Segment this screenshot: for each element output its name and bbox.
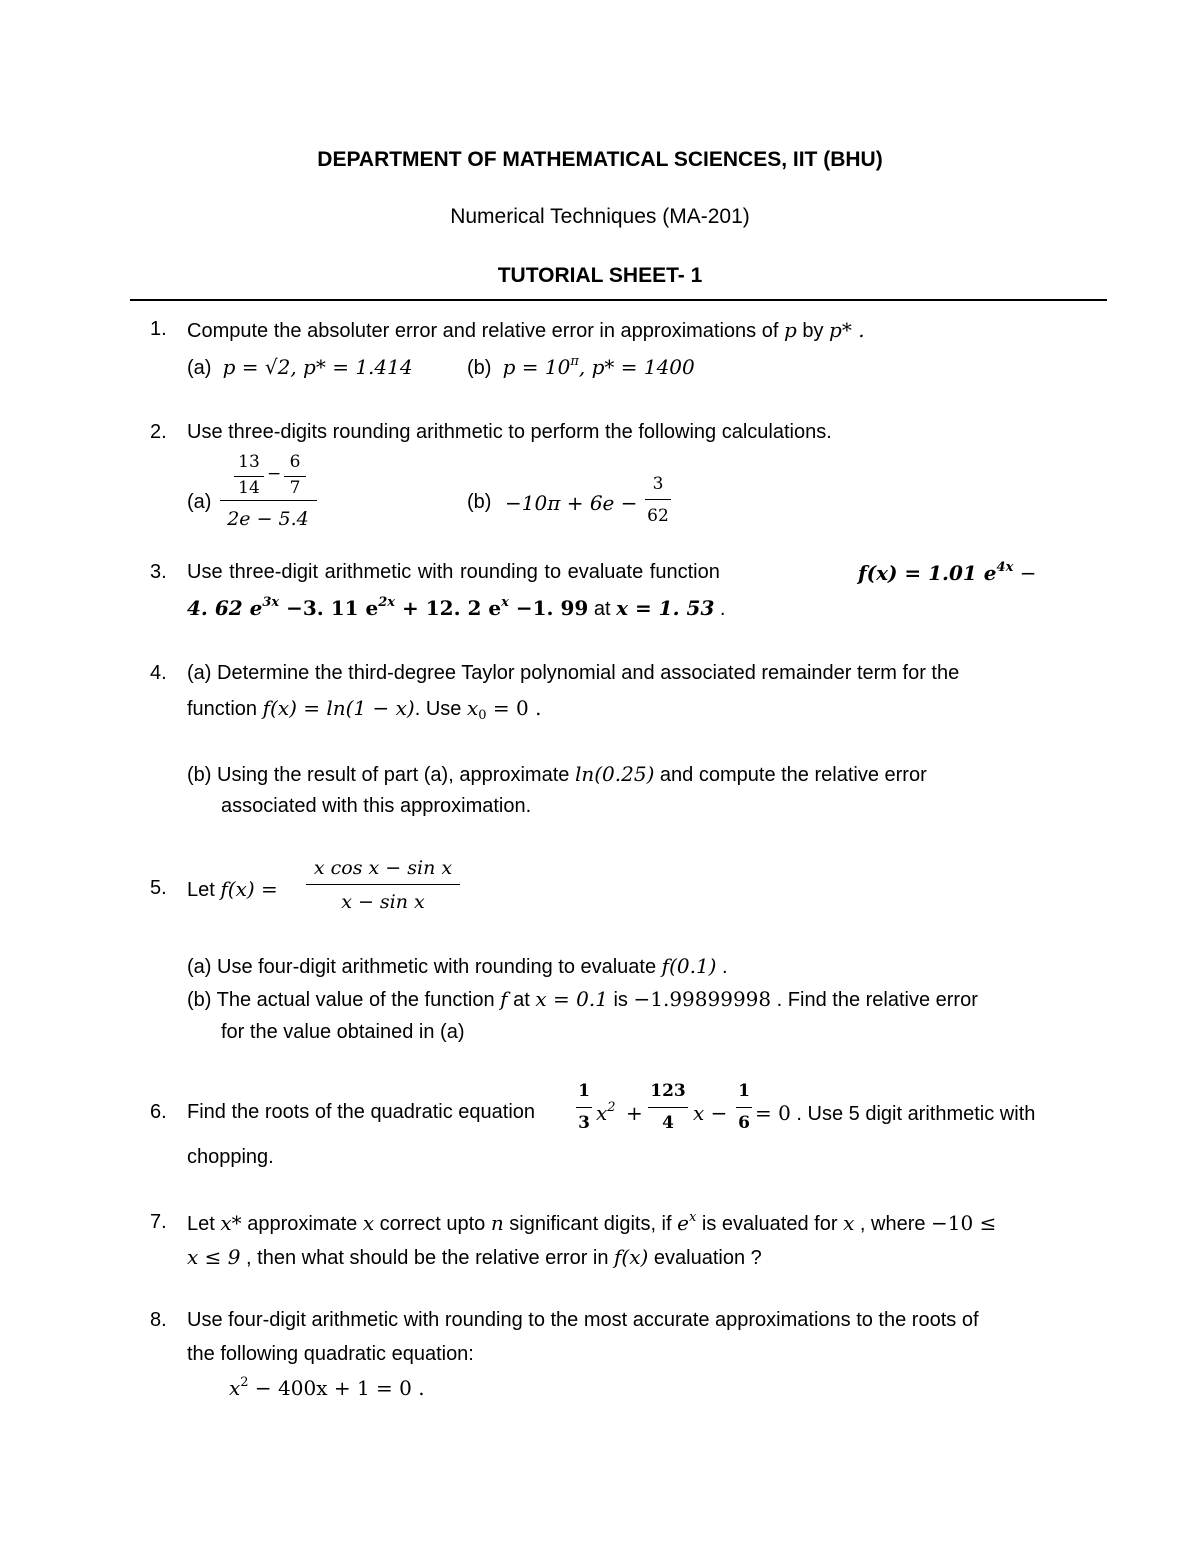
q6-frac2-num: 123: [650, 1081, 686, 1101]
sheet-title: TUTORIAL SHEET- 1: [497, 264, 703, 287]
q3-number: 3.: [150, 561, 167, 583]
q2b-frac-num: 3: [652, 474, 664, 494]
q6-frac1-num: 1: [578, 1081, 590, 1101]
q6-equation-end: = 0 . Use 5 digit arithmetic with: [755, 1101, 1036, 1125]
q3-line1: Use three-digit arithmetic with rounding to evaluate function: [187, 561, 720, 583]
q6-frac3-den: 6: [738, 1113, 750, 1133]
q5-denominator: x − sin x: [341, 891, 425, 913]
q4-number: 4.: [150, 662, 167, 684]
q2a-frac1-den: 14: [238, 478, 260, 498]
q2a-frac2-bar: [284, 476, 306, 477]
q4-part-a-line1: (a) Determine the third-degree Taylor polynomial and associated remainder term for the: [187, 662, 960, 684]
course-title: Numerical Techniques (MA-201): [450, 205, 750, 228]
q2-part-a-label: (a): [187, 491, 212, 513]
q8-equation: $x^2 - 400x + 1 = 0$ .: [229, 1375, 425, 1400]
q5-part-b-line2: for the value obtained in (a): [221, 1021, 465, 1043]
q6-frac2-bar: [648, 1107, 688, 1108]
q4-part-b-line1: (b) Using the result of part (a), approximate ln(0.25) and compute the relative error: [187, 762, 927, 786]
q6-frac3-num: 1: [738, 1081, 750, 1101]
q6-frac2-den: 4: [662, 1113, 674, 1133]
q5-number: 5.: [150, 877, 167, 899]
q7-line1: Let x* approximate x correct upto n significant digits, if $e^x$ is evaluated for x , where −10 ≤: [187, 1210, 997, 1235]
q7-line2: x ≤ 9 , then what should be the relative error in f(x) evaluation ?: [187, 1245, 762, 1269]
q6-line2: chopping.: [187, 1146, 274, 1168]
q5-numerator: x cos x − sin x: [313, 857, 453, 879]
q8-line1: Use four-digit arithmetic with rounding to the most accurate approximations to the roots of: [187, 1309, 979, 1331]
q6-number: 6.: [150, 1101, 167, 1123]
q2-part-b-label: (b): [467, 491, 492, 513]
q4-part-a-line2: function f(x) = ln(1 − x). Use $x_0 = 0$ .: [187, 696, 542, 723]
q2a-denominator: 2e − 5.4: [227, 508, 309, 530]
q2a-frac1-bar: [234, 476, 264, 477]
q1-text: Compute the absoluter error and relative error in approximations of p by p* .: [187, 318, 865, 342]
q5-part-a: (a) Use four-digit arithmetic with rounding to evaluate f(0.1) .: [187, 954, 728, 978]
q6-frac1-bar: [576, 1107, 592, 1108]
q6-x-squared: $x^2$: [596, 1100, 616, 1125]
q2b-frac-bar: [645, 499, 671, 500]
q4-part-b-line2: associated with this approximation.: [221, 795, 532, 817]
q3-function: f(x) = 1.01 $e^{4x}$ −: [858, 560, 1037, 585]
q2-text: Use three-digits rounding arithmetic to perform the following calculations.: [187, 421, 832, 443]
q2a-main-bar: [220, 500, 317, 501]
q1-part-b: (b) $p = 10^\pi$, p* = 1400: [467, 354, 695, 379]
header-divider: [130, 299, 1107, 301]
q2a-frac1-num: 13: [238, 452, 260, 472]
q2-number: 2.: [150, 421, 167, 443]
q3-line2: 4. 62 $e^{3x} -3$. 11 $e^{2x} + 12$. 2 $e^x -1$. 99 at x = 1. 53 .: [187, 595, 726, 620]
q1-part-a: (a) p = √2, p* = 1.414: [187, 355, 413, 379]
q2a-frac2-den: 7: [289, 478, 301, 498]
q2b-frac-den: 62: [647, 506, 669, 526]
q2-part-b-expr: −10π + 6e −: [505, 491, 638, 515]
q1-number: 1.: [150, 318, 167, 340]
q6-frac1-den: 3: [578, 1113, 590, 1133]
q6-x-minus: x −: [693, 1101, 728, 1125]
q6-frac3-bar: [736, 1107, 752, 1108]
q5-let: Let f(x) =: [187, 877, 278, 901]
q2a-frac2-num: 6: [289, 452, 301, 472]
q8-line2: the following quadratic equation:: [187, 1343, 474, 1365]
q2a-minus: −: [267, 464, 282, 484]
q6-plus: +: [626, 1101, 643, 1125]
department-title: DEPARTMENT OF MATHEMATICAL SCIENCES, IIT (BHU): [317, 148, 883, 171]
q5-fraction-bar: [306, 884, 460, 885]
q5-part-b-line1: (b) The actual value of the function f at x = 0.1 is −1.99899998 . Find the relative error: [187, 987, 978, 1011]
q7-number: 7.: [150, 1211, 167, 1233]
q8-number: 8.: [150, 1309, 167, 1331]
q6-text: Find the roots of the quadratic equation: [187, 1101, 536, 1123]
